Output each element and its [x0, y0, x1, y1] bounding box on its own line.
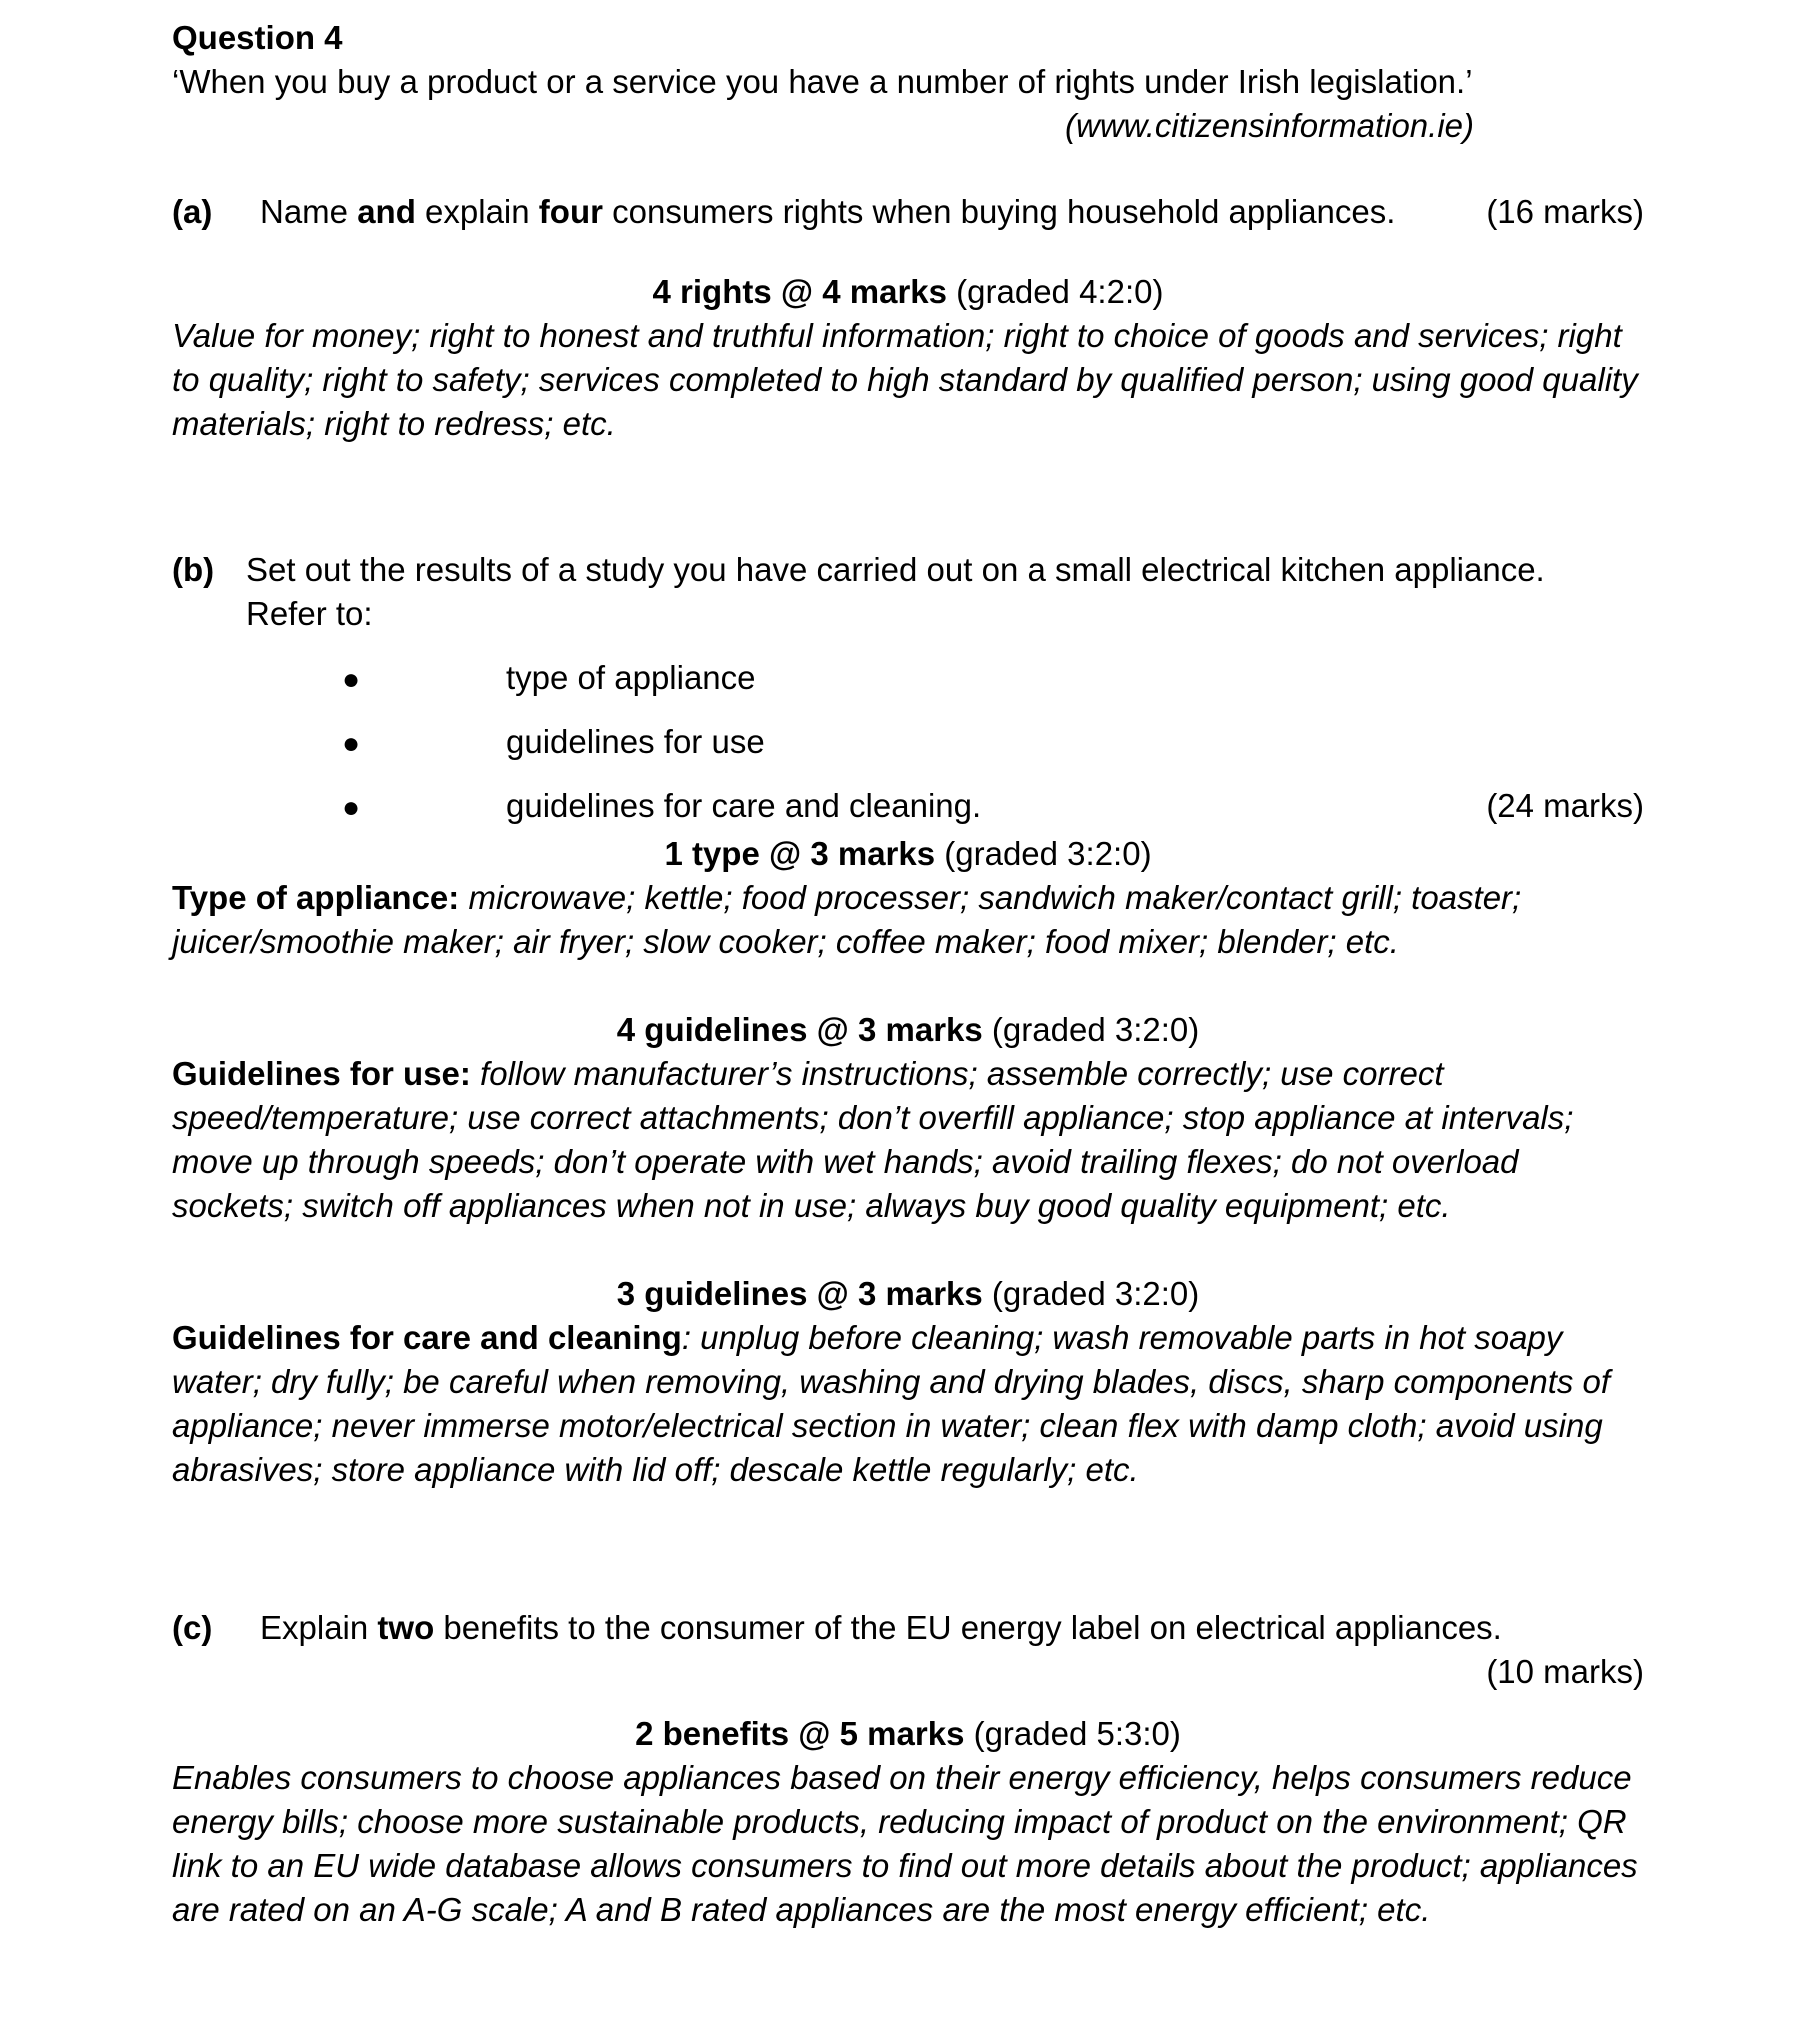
part-a-marks: (16 marks): [1486, 193, 1644, 230]
bullet-icon: ●: [342, 791, 361, 824]
question-title: Question 4: [172, 19, 343, 56]
part-c-marks: (10 marks): [1486, 1653, 1644, 1690]
part-c-label: (c): [172, 1609, 213, 1646]
bullet-icon: ●: [342, 663, 361, 696]
part-a-answer: Value for money; right to honest and truthful information; right to choice of goods and services; right to quality; right to safety; services completed to high standard by qualified person; using good quality materials; right to redress; etc.: [172, 317, 1638, 442]
part-c-answer: Enables consumers to choose appliances based on their energy efficiency, helps consumers reduce energy bills; choose more sustainable products, reducing impact of product on the environment; QR link to an EU wide database allows consumers to find out more details about the product; appliances are rated on an A-G scale; A and B rated appliances are the most energy efficient; etc.: [172, 1759, 1638, 1928]
part-b-label: (b): [172, 551, 215, 588]
list-item: ● type of appliance: [342, 656, 1644, 700]
part-a-text: Name and explain four consumers rights when buying household appliances.: [260, 193, 1396, 230]
question-quote: ‘When you buy a product or a service you have a number of rights under Irish legislation.’: [172, 63, 1473, 100]
part-b-type-answer: Type of appliance: microwave; kettle; food processer; sandwich maker/contact grill; toaster; juicer/smoothie maker; air fryer; slow cooker; coffee maker; food mixer; blender; etc.: [172, 879, 1522, 960]
part-b-question: [172, 548, 1644, 592]
exam-page: [172, 16, 1644, 1932]
part-b-use-scheme: 4 guidelines @ 3 marks (graded 3:2:0): [616, 1011, 1200, 1048]
bullet-icon: ●: [342, 727, 361, 760]
quote-source: (www.citizensinformation.ie): [1065, 107, 1474, 144]
part-b-type-scheme: 1 type @ 3 marks (graded 3:2:0): [664, 835, 1152, 872]
list-item: ● guidelines for care and cleaning. (24 marks): [342, 784, 1644, 828]
part-c-question: [172, 1606, 1644, 1650]
part-c-text: Explain two benefits to the consumer of the EU energy label on electrical appliances.: [260, 1609, 1502, 1646]
list-item: ● guidelines for use: [342, 720, 1644, 764]
part-b-care-scheme: 3 guidelines @ 3 marks (graded 3:2:0): [616, 1275, 1200, 1312]
part-b-marks: (24 marks): [1486, 787, 1644, 824]
part-c-scheme: 2 benefits @ 5 marks (graded 5:3:0): [635, 1715, 1181, 1752]
part-a-question: [172, 190, 1644, 234]
part-a-label: (a): [172, 193, 213, 230]
part-b-care-answer: Guidelines for care and cleaning: unplug before cleaning; wash removable parts in hot soapy water; dry fully; be careful when removing, washing and drying blades, discs, sharp components of appliance; never immerse motor/electrical section in water; clean flex with damp cloth; avoid using abrasives; store appliance with lid off; descale kettle regularly; etc.: [172, 1319, 1611, 1488]
part-a-scheme: 4 rights @ 4 marks (graded 4:2:0): [652, 273, 1164, 310]
part-b-use-answer: Guidelines for use: follow manufacturer’s instructions; assemble correctly; use correct speed/temperature; use correct attachments; don’t overfill appliance; stop appliance at intervals; move up through speeds; don’t operate with wet hands; avoid trailing flexes; do not overload sockets; switch off appliances when not in use; always buy good quality equipment; etc.: [172, 1055, 1574, 1224]
part-b-bullet-list: [342, 656, 1644, 828]
part-b-text: Set out the results of a study you have carried out on a small electrical kitchen appliance.: [246, 551, 1545, 588]
part-b-refer: Refer to:: [246, 595, 373, 632]
